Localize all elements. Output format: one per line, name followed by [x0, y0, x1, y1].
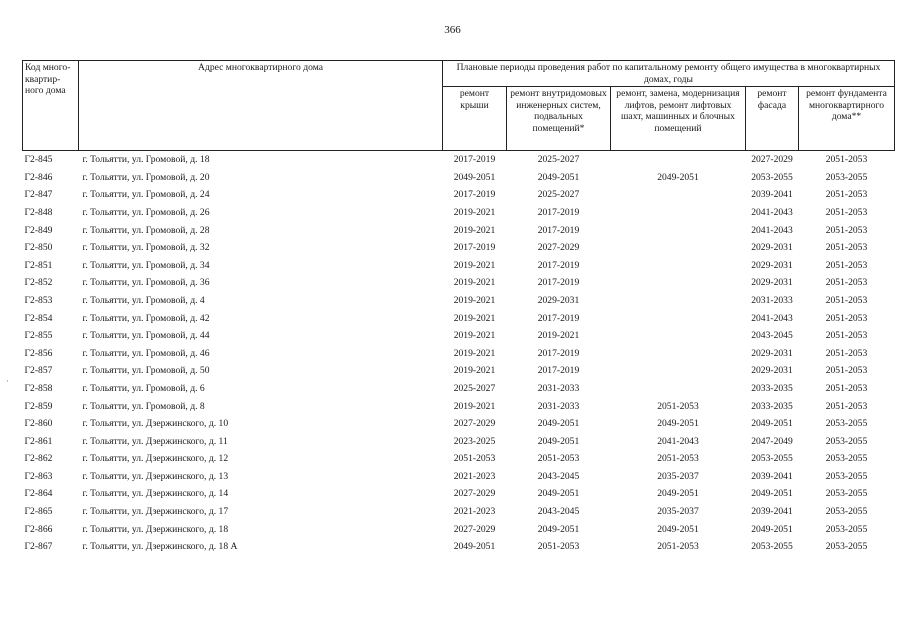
cell-facade: 2053-2055 — [751, 541, 793, 553]
cell-elevators — [611, 239, 746, 257]
table-row — [23, 169, 895, 187]
scan-edge-mark: · — [6, 376, 9, 386]
table-row — [23, 274, 895, 292]
cell-address: г. Тольятти, ул. Громовой, д. 34 — [82, 259, 210, 271]
cell-roof: 2017-2019 — [453, 242, 496, 254]
table-row — [23, 257, 895, 275]
cell-address: г. Тольятти, ул. Громовой, д. 6 — [82, 382, 205, 394]
cell-code: Г2-854 — [24, 312, 53, 324]
cell-facade: 2031-2033 — [751, 294, 793, 306]
cell-roof: 2049-2051 — [453, 171, 496, 183]
table-row — [23, 380, 895, 398]
cell-foundation: 2051-2053 — [825, 400, 868, 412]
cell-facade: 2029-2031 — [751, 242, 793, 254]
cell-foundation: 2051-2053 — [825, 259, 868, 271]
cell-elevators — [611, 222, 746, 240]
cell-systems: 2017-2019 — [537, 259, 580, 271]
cell-facade: 2043-2045 — [751, 330, 793, 342]
cell-elevators — [611, 380, 746, 398]
cell-systems: 2051-2053 — [537, 541, 580, 553]
cell-roof: 2019-2021 — [453, 330, 496, 342]
cell-facade: 2029-2031 — [751, 259, 793, 271]
cell-systems: 2017-2019 — [537, 347, 580, 359]
capital-repair-table — [22, 60, 895, 556]
cell-systems: 2017-2019 — [537, 206, 580, 218]
cell-address: г. Тольятти, ул. Дзержинского, д. 11 — [82, 435, 228, 447]
table-row — [23, 362, 895, 380]
cell-facade: 2041-2043 — [751, 312, 793, 324]
cell-roof: 2017-2019 — [453, 154, 496, 166]
cell-elevators — [611, 362, 746, 380]
cell-facade: 2027-2029 — [751, 154, 793, 166]
table-row — [23, 468, 895, 486]
cell-facade: 2049-2051 — [751, 523, 793, 535]
cell-elevators — [611, 151, 746, 169]
cell-roof: 2019-2021 — [453, 224, 496, 236]
cell-foundation: 2051-2053 — [825, 347, 868, 359]
cell-code: Г2-846 — [24, 171, 53, 183]
header-elevators: ремонт, замена, модернизация лифтов, ремонт лифтовых шахт, машинных и блочных помещений — [611, 87, 746, 151]
cell-foundation: 2051-2053 — [825, 277, 868, 289]
cell-systems: 2049-2051 — [537, 171, 580, 183]
cell-address: г. Тольятти, ул. Громовой, д. 46 — [82, 347, 210, 359]
cell-elevators: 2051-2053 — [657, 400, 699, 412]
cell-systems: 2017-2019 — [537, 312, 580, 324]
cell-roof: 2049-2051 — [453, 541, 496, 553]
cell-facade: 2039-2041 — [751, 189, 793, 201]
cell-elevators — [611, 292, 746, 310]
table-row — [23, 538, 895, 556]
cell-systems: 2017-2019 — [537, 277, 580, 289]
cell-foundation: 2051-2053 — [825, 330, 868, 342]
table-row — [23, 485, 895, 503]
table-row — [23, 415, 895, 433]
cell-systems: 2025-2027 — [537, 189, 580, 201]
cell-roof: 2019-2021 — [453, 294, 496, 306]
cell-code: Г2-857 — [24, 365, 53, 377]
table-row — [23, 239, 895, 257]
cell-address: г. Тольятти, ул. Дзержинского, д. 14 — [82, 488, 229, 500]
cell-address: г. Тольятти, ул. Громовой, д. 4 — [82, 294, 205, 306]
cell-foundation: 2053-2055 — [825, 453, 868, 465]
cell-systems: 2027-2029 — [537, 242, 580, 254]
cell-facade: 2029-2031 — [751, 347, 793, 359]
cell-systems: 2025-2027 — [537, 154, 580, 166]
table-row — [23, 151, 895, 169]
cell-elevators: 2049-2051 — [657, 418, 699, 430]
cell-foundation: 2051-2053 — [825, 382, 868, 394]
cell-facade: 2039-2041 — [751, 506, 793, 518]
cell-code: Г2-858 — [24, 382, 53, 394]
table-row — [23, 186, 895, 204]
cell-foundation: 2053-2055 — [825, 435, 868, 447]
cell-address: г. Тольятти, ул. Громовой, д. 42 — [82, 312, 210, 324]
cell-elevators — [611, 204, 746, 222]
cell-address: г. Тольятти, ул. Громовой, д. 50 — [82, 365, 210, 377]
cell-code: Г2-862 — [24, 453, 53, 465]
cell-systems: 2049-2051 — [537, 418, 580, 430]
cell-facade: 2041-2043 — [751, 224, 793, 236]
header-code: Код много-квартир-ного дома — [23, 61, 79, 151]
cell-facade: 2049-2051 — [751, 418, 793, 430]
cell-address: г. Тольятти, ул. Громовой, д. 32 — [82, 242, 210, 254]
cell-facade: 2029-2031 — [751, 365, 793, 377]
cell-code: Г2-849 — [24, 224, 53, 236]
cell-roof: 2027-2029 — [453, 418, 496, 430]
cell-foundation: 2053-2055 — [825, 506, 868, 518]
cell-code: Г2-860 — [24, 418, 53, 430]
cell-systems: 2049-2051 — [537, 488, 580, 500]
cell-facade: 2033-2035 — [751, 382, 793, 394]
cell-elevators: 2049-2051 — [657, 488, 699, 500]
cell-roof: 2019-2021 — [453, 365, 496, 377]
cell-address: г. Тольятти, ул. Громовой, д. 44 — [82, 330, 210, 342]
cell-facade: 2033-2035 — [751, 400, 793, 412]
cell-roof: 2019-2021 — [453, 347, 496, 359]
cell-address: г. Тольятти, ул. Дзержинского, д. 18 — [82, 523, 229, 535]
header-systems: ремонт внутридомовых инженерных систем, подвальных помещений* — [507, 87, 611, 151]
cell-roof: 2021-2023 — [453, 506, 496, 518]
cell-code: Г2-859 — [24, 400, 53, 412]
table-row — [23, 222, 895, 240]
cell-systems: 2017-2019 — [537, 224, 580, 236]
cell-address: г. Тольятти, ул. Громовой, д. 20 — [82, 171, 210, 183]
cell-foundation: 2053-2055 — [825, 541, 868, 553]
cell-systems: 2043-2045 — [537, 506, 580, 518]
cell-facade: 2049-2051 — [751, 488, 793, 500]
table-row — [23, 521, 895, 539]
cell-facade: 2047-2049 — [751, 435, 793, 447]
cell-foundation: 2051-2053 — [825, 206, 868, 218]
cell-foundation: 2051-2053 — [825, 154, 868, 166]
table-header — [23, 61, 895, 151]
cell-roof: 2051-2053 — [453, 453, 496, 465]
cell-facade: 2029-2031 — [751, 277, 793, 289]
cell-address: г. Тольятти, ул. Дзержинского, д. 17 — [82, 506, 229, 518]
cell-foundation: 2053-2055 — [825, 488, 868, 500]
cell-facade: 2039-2041 — [751, 470, 793, 482]
cell-roof: 2021-2023 — [453, 470, 496, 482]
cell-roof: 2027-2029 — [453, 488, 496, 500]
cell-systems: 2051-2053 — [537, 453, 580, 465]
cell-code: Г2-853 — [24, 294, 53, 306]
header-facade: ремонт фасада — [746, 87, 799, 151]
page-number: 366 — [444, 24, 461, 36]
cell-elevators — [611, 274, 746, 292]
cell-foundation: 2051-2053 — [825, 294, 868, 306]
cell-systems: 2019-2021 — [537, 330, 580, 342]
cell-elevators: 2035-2037 — [657, 506, 699, 518]
header-roof: ремонт крыши — [443, 87, 507, 151]
cell-roof: 2019-2021 — [453, 259, 496, 271]
cell-elevators — [611, 310, 746, 328]
cell-elevators — [611, 327, 746, 345]
cell-address: г. Тольятти, ул. Громовой, д. 26 — [82, 206, 210, 218]
cell-address: г. Тольятти, ул. Дзержинского, д. 13 — [82, 470, 229, 482]
cell-code: Г2-855 — [24, 330, 53, 342]
cell-foundation: 2051-2053 — [825, 224, 868, 236]
cell-address: г. Тольятти, ул. Громовой, д. 28 — [82, 224, 210, 236]
header-foundation: ремонт фундамента многоквартирного дома** — [799, 87, 895, 151]
cell-facade: 2053-2055 — [751, 171, 793, 183]
table-row — [23, 310, 895, 328]
cell-elevators — [611, 186, 746, 204]
cell-address: г. Тольятти, ул. Громовой, д. 36 — [82, 277, 210, 289]
cell-code: Г2-847 — [24, 189, 53, 201]
cell-address: г. Тольятти, ул. Дзержинского, д. 18 А — [82, 541, 238, 553]
cell-foundation: 2053-2055 — [825, 418, 868, 430]
cell-systems: 2049-2051 — [537, 523, 580, 535]
cell-foundation: 2053-2055 — [825, 470, 868, 482]
cell-elevators: 2041-2043 — [657, 435, 699, 447]
cell-code: Г2-866 — [24, 523, 53, 535]
table-row — [23, 398, 895, 416]
cell-foundation: 2051-2053 — [825, 242, 868, 254]
table-row — [23, 433, 895, 451]
cell-roof: 2019-2021 — [453, 277, 496, 289]
cell-code: Г2-863 — [24, 470, 53, 482]
cell-systems: 2029-2031 — [537, 294, 580, 306]
table-row — [23, 503, 895, 521]
cell-roof: 2017-2019 — [453, 189, 496, 201]
cell-systems: 2049-2051 — [537, 435, 580, 447]
table-row — [23, 345, 895, 363]
cell-systems: 2017-2019 — [537, 365, 580, 377]
cell-foundation: 2051-2053 — [825, 189, 868, 201]
table-row — [23, 204, 895, 222]
cell-roof: 2019-2021 — [453, 206, 496, 218]
cell-code: Г2-867 — [24, 541, 53, 553]
cell-foundation: 2051-2053 — [825, 365, 868, 377]
cell-code: Г2-848 — [24, 206, 53, 218]
cell-elevators: 2051-2053 — [657, 453, 699, 465]
cell-address: г. Тольятти, ул. Громовой, д. 24 — [82, 189, 210, 201]
table-row — [23, 327, 895, 345]
cell-elevators — [611, 345, 746, 363]
cell-elevators: 2049-2051 — [657, 523, 699, 535]
header-address: Адрес многоквартирного дома — [79, 61, 443, 151]
cell-elevators — [611, 257, 746, 275]
table-body — [23, 151, 895, 556]
cell-elevators: 2049-2051 — [657, 171, 699, 183]
cell-foundation: 2053-2055 — [825, 523, 868, 535]
cell-address: г. Тольятти, ул. Громовой, д. 18 — [82, 154, 210, 166]
cell-roof: 2025-2027 — [453, 382, 496, 394]
cell-facade: 2053-2055 — [751, 453, 793, 465]
cell-systems: 2043-2045 — [537, 470, 580, 482]
cell-code: Г2-864 — [24, 488, 53, 500]
cell-foundation: 2053-2055 — [825, 171, 868, 183]
cell-roof: 2019-2021 — [453, 400, 496, 412]
header-periods: Плановые периоды проведения работ по капитальному ремонту общего имущества в многоквартирных домах, годы — [443, 61, 895, 87]
cell-code: Г2-850 — [24, 242, 53, 254]
cell-facade: 2041-2043 — [751, 206, 793, 218]
cell-code: Г2-851 — [24, 259, 53, 271]
cell-code: Г2-865 — [24, 506, 53, 518]
cell-systems: 2031-2033 — [537, 400, 580, 412]
cell-foundation: 2051-2053 — [825, 312, 868, 324]
cell-elevators: 2035-2037 — [657, 470, 699, 482]
cell-code: Г2-852 — [24, 277, 53, 289]
cell-roof: 2019-2021 — [453, 312, 496, 324]
table-row — [23, 292, 895, 310]
cell-systems: 2031-2033 — [537, 382, 580, 394]
cell-address: г. Тольятти, ул. Дзержинского, д. 10 — [82, 418, 229, 430]
cell-code: Г2-861 — [24, 435, 53, 447]
cell-address: г. Тольятти, ул. Дзержинского, д. 12 — [82, 453, 229, 465]
cell-roof: 2023-2025 — [453, 435, 496, 447]
cell-code: Г2-856 — [24, 347, 53, 359]
cell-roof: 2027-2029 — [453, 523, 496, 535]
table-row — [23, 450, 895, 468]
cell-code: Г2-845 — [24, 154, 53, 166]
cell-elevators: 2051-2053 — [657, 541, 699, 553]
cell-address: г. Тольятти, ул. Громовой, д. 8 — [82, 400, 205, 412]
